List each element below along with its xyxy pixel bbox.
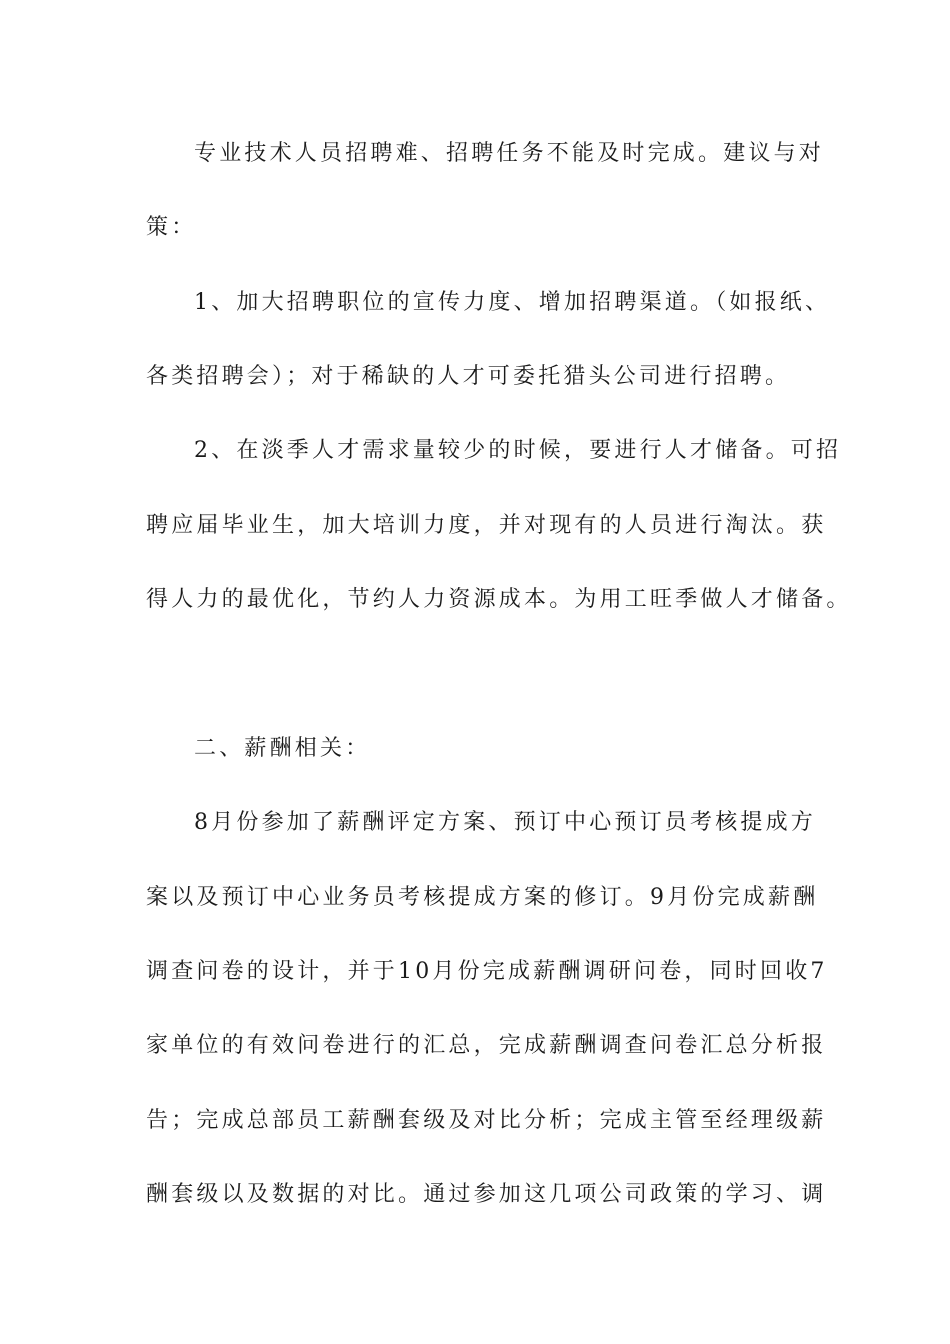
paragraph-line: 酬套级以及数据的对比。通过参加这几项公司政策的学习、调 (146, 1182, 827, 1207)
list-item-line: 各类招聘会）；对于稀缺的人才可委托猎头公司进行招聘。 (146, 364, 791, 389)
paragraph-line: 案以及预订中心业务员考核提成方案的修订。9月份完成薪酬 (146, 885, 819, 910)
paragraph-line: 调查问卷的设计，并于10月份完成薪酬调研问卷，同时回收7 (146, 959, 828, 984)
section-heading: 二、薪酬相关： (194, 736, 371, 761)
list-item-line: 聘应届毕业生，加大培训力度，并对现有的人员进行淘汰。获 (146, 513, 827, 538)
paragraph-line: 策： (146, 215, 197, 240)
paragraph-line: 家单位的有效问卷进行的汇总，完成薪酬调查问卷汇总分析报 (146, 1033, 827, 1058)
paragraph-line: 专业技术人员招聘难、招聘任务不能及时完成。建议与对 (194, 141, 825, 166)
list-item-line: 2、在淡季人才需求量较少的时候，要进行人才储备。可招 (194, 438, 842, 463)
list-item-line: 1、加大招聘职位的宣传力度、增加招聘渠道。（如报纸、 (194, 290, 831, 315)
paragraph-line: 8月份参加了薪酬评定方案、预订中心预订员考核提成方 (194, 810, 816, 835)
list-item-line: 得人力的最优化，节约人力资源成本。为用工旺季做人才储备。 (146, 587, 852, 612)
paragraph-line: 告；完成总部员工薪酬套级及对比分析；完成主管至经理级薪 (146, 1108, 827, 1133)
